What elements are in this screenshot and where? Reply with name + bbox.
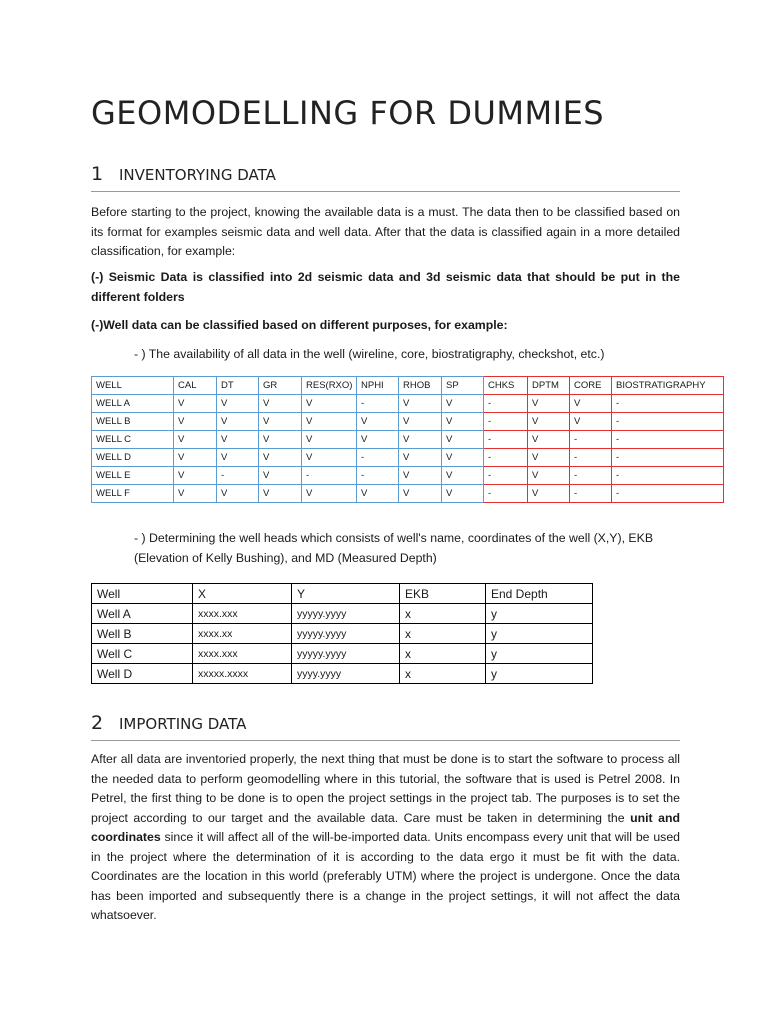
availability-cell: - — [484, 485, 528, 503]
availability-row — [92, 449, 724, 467]
well-heads-cell: Well D — [92, 664, 193, 684]
availability-cell: V — [217, 395, 259, 413]
availability-header-cell: DPTM — [528, 377, 570, 395]
well-heads-header-cell: X — [193, 584, 292, 604]
well-heads-cell: y — [486, 604, 593, 624]
well-heads-cell: Well C — [92, 644, 193, 664]
availability-cell: V — [399, 449, 442, 467]
availability-cell: V — [528, 431, 570, 449]
availability-cell: V — [399, 413, 442, 431]
availability-header-cell: RHOB — [399, 377, 442, 395]
section-1-title: INVENTORYING DATA — [119, 166, 276, 184]
availability-cell: V — [174, 395, 217, 413]
availability-row — [92, 413, 724, 431]
availability-cell: - — [612, 467, 724, 485]
well-heads-cell: yyyyy.yyyy — [292, 644, 400, 664]
data-availability-table — [91, 376, 724, 503]
well-heads-cell: yyyy.yyyy — [292, 664, 400, 684]
availability-header-cell: SP — [442, 377, 484, 395]
seismic-data-point: (-) Seismic Data is classified into 2d seismic data and 3d seismic data that should be put in the different folders — [91, 270, 680, 304]
well-heads-cell: xxxx.xxx — [193, 644, 292, 664]
availability-cell: - — [570, 431, 612, 449]
availability-cell: WELL D — [92, 449, 174, 467]
availability-cell: V — [528, 449, 570, 467]
well-heads-row — [92, 664, 593, 684]
availability-cell: WELL F — [92, 485, 174, 503]
availability-cell: V — [174, 467, 217, 485]
availability-cell: - — [302, 467, 357, 485]
availability-cell: V — [302, 395, 357, 413]
well-heads-cell: Well B — [92, 624, 193, 644]
well-heads-cell: y — [486, 644, 593, 664]
availability-cell: V — [302, 485, 357, 503]
availability-cell: V — [399, 395, 442, 413]
availability-cell: - — [570, 467, 612, 485]
availability-cell: - — [570, 485, 612, 503]
availability-header-cell: CHKS — [484, 377, 528, 395]
availability-cell: WELL C — [92, 431, 174, 449]
availability-cell: V — [302, 413, 357, 431]
availability-cell: V — [357, 431, 399, 449]
availability-cell: V — [174, 413, 217, 431]
well-heads-cell: x — [400, 664, 486, 684]
well-heads-cell: yyyyy.yyyy — [292, 604, 400, 624]
availability-cell: V — [399, 467, 442, 485]
well-heads-header-cell: Well — [92, 584, 193, 604]
well-heads-header-cell: EKB — [400, 584, 486, 604]
well-heads-cell: x — [400, 604, 486, 624]
availability-cell: - — [217, 467, 259, 485]
well-data-point: (-)Well data can be classified based on different purposes, for example: — [91, 318, 508, 332]
well-heads-header-cell: Y — [292, 584, 400, 604]
availability-cell: V — [259, 431, 302, 449]
availability-cell: V — [259, 467, 302, 485]
availability-cell: V — [442, 485, 484, 503]
well-heads-cell: x — [400, 644, 486, 664]
availability-cell: - — [612, 431, 724, 449]
availability-cell: - — [484, 431, 528, 449]
section-2-text-a: After all data are inventoried properly, the next thing that must be done is to start the software to process all the needed data to perform geomodelling where in this tutorial, the software that is used is Petrel 2008. In Petrel, the first thing to be done is to open the project settings in the project tab. The purposes is to set the project according to our target and the available data. Care must be taken in determining the — [91, 752, 680, 825]
availability-cell: V — [259, 395, 302, 413]
availability-sub-point: - ) The availability of all data in the well (wireline, core, biostratigraphy, checkshot, etc.) — [134, 347, 605, 361]
availability-cell: V — [357, 485, 399, 503]
availability-row — [92, 467, 724, 485]
well-heads-cell: xxxx.xxx — [193, 604, 292, 624]
well-heads-header-cell: End Depth — [486, 584, 593, 604]
availability-header-cell: NPHI — [357, 377, 399, 395]
availability-cell: V — [528, 413, 570, 431]
well-heads-cell: xxxx.xx — [193, 624, 292, 644]
well-heads-header-row — [92, 584, 593, 604]
availability-cell: V — [217, 485, 259, 503]
availability-cell: V — [442, 467, 484, 485]
availability-cell: V — [570, 413, 612, 431]
well-heads-row — [92, 624, 593, 644]
well-heads-sub-point: - ) Determining the well heads which consists of well's name, coordinates of the well (X,Y), EKB (Elevation of Kelly Bushing), and MD (Measured Depth) — [134, 531, 654, 565]
well-heads-cell: y — [486, 664, 593, 684]
availability-header-cell: BIOSTRATIGRAPHY — [612, 377, 724, 395]
availability-cell: V — [399, 485, 442, 503]
well-heads-cell: xxxxx.xxxx — [193, 664, 292, 684]
availability-cell: V — [302, 449, 357, 467]
availability-cell: - — [357, 449, 399, 467]
availability-cell: V — [174, 431, 217, 449]
availability-cell: V — [174, 449, 217, 467]
availability-cell: V — [442, 449, 484, 467]
availability-cell: - — [612, 449, 724, 467]
availability-cell: - — [484, 413, 528, 431]
availability-cell: - — [612, 413, 724, 431]
section-2-bold-term: unit and coordinates — [91, 810, 680, 844]
availability-cell: - — [570, 449, 612, 467]
well-heads-row — [92, 604, 593, 624]
availability-cell: - — [357, 467, 399, 485]
availability-cell: - — [484, 467, 528, 485]
well-heads-cell: y — [486, 624, 593, 644]
section-2-text-b: since it will affect all of the will-be-imported data. Units encompass every unit that will be used in the project where the determination of it is according to the data ergo it must be fit with the data. Coordinates are the location in this world (preferably UTM) where the project is undergone. Once the data has been imported and subsequently there is a change in the project settings, it will not affect the data whatsoever. — [91, 830, 680, 922]
well-heads-cell: x — [400, 624, 486, 644]
availability-cell: V — [442, 395, 484, 413]
section-1-number: 1 — [91, 163, 104, 185]
availability-cell: V — [528, 467, 570, 485]
section-2-heading — [91, 712, 680, 741]
availability-row — [92, 395, 724, 413]
availability-header-cell: WELL — [92, 377, 174, 395]
availability-cell: V — [399, 431, 442, 449]
availability-cell: V — [442, 413, 484, 431]
availability-cell: V — [528, 395, 570, 413]
availability-header-row — [92, 377, 724, 395]
well-heads-table — [91, 583, 593, 684]
availability-row — [92, 485, 724, 503]
availability-cell: V — [528, 485, 570, 503]
section-2-paragraph — [91, 750, 680, 926]
availability-cell: V — [357, 413, 399, 431]
availability-cell: V — [259, 449, 302, 467]
availability-cell: V — [570, 395, 612, 413]
availability-header-cell: GR — [259, 377, 302, 395]
availability-cell: V — [259, 485, 302, 503]
availability-cell: V — [217, 413, 259, 431]
availability-cell: V — [174, 485, 217, 503]
availability-header-cell: CAL — [174, 377, 217, 395]
availability-cell: V — [442, 431, 484, 449]
section-1-intro: Before starting to the project, knowing the available data is a must. The data then to be classified based on its format for examples seismic data and well data. After that the data is classified again in a more detailed classification, for example: — [91, 205, 680, 258]
availability-header-cell: RES(RXO) — [302, 377, 357, 395]
section-2-title: IMPORTING DATA — [119, 715, 247, 733]
document-title: GEOMODELLING FOR DUMMIES — [91, 94, 605, 132]
availability-cell: WELL B — [92, 413, 174, 431]
availability-cell: V — [259, 413, 302, 431]
availability-cell: WELL E — [92, 467, 174, 485]
availability-cell: - — [357, 395, 399, 413]
availability-cell: - — [484, 449, 528, 467]
availability-cell: - — [612, 485, 724, 503]
well-heads-cell: Well A — [92, 604, 193, 624]
availability-cell: - — [612, 395, 724, 413]
availability-cell: V — [217, 449, 259, 467]
availability-cell: V — [217, 431, 259, 449]
availability-header-cell: CORE — [570, 377, 612, 395]
availability-cell: V — [302, 431, 357, 449]
availability-header-cell: DT — [217, 377, 259, 395]
well-heads-row — [92, 644, 593, 664]
well-heads-cell: yyyyy.yyyy — [292, 624, 400, 644]
availability-cell: - — [484, 395, 528, 413]
availability-cell: WELL A — [92, 395, 174, 413]
section-2-number: 2 — [91, 712, 104, 734]
availability-row — [92, 431, 724, 449]
section-1-heading — [91, 163, 680, 192]
